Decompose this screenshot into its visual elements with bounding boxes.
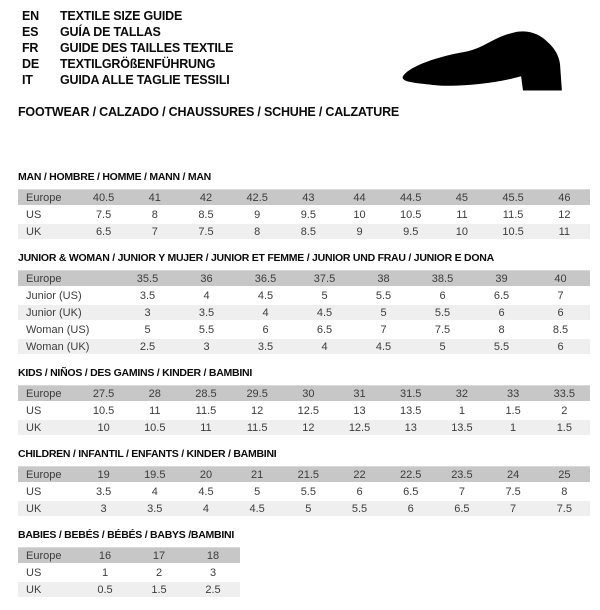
size-cell: 16 bbox=[78, 548, 132, 565]
row-label-cell: Woman (US) bbox=[18, 321, 118, 338]
size-cell: 4 bbox=[177, 287, 236, 304]
size-cell: 40 bbox=[531, 271, 590, 288]
row-label-cell: US bbox=[18, 402, 78, 419]
row-label-cell: Junior (US) bbox=[18, 287, 118, 304]
size-cell: 3 bbox=[177, 338, 236, 355]
size-cell: 11 bbox=[180, 419, 231, 436]
size-cell: 11.5 bbox=[488, 206, 539, 223]
size-cell: 39 bbox=[472, 271, 531, 288]
table-row bbox=[18, 500, 590, 517]
size-table-junior bbox=[18, 270, 590, 356]
table-row bbox=[18, 223, 590, 240]
section-title-man: MAN / HOMBRE / HOMME / MANN / MAN bbox=[18, 171, 211, 183]
section-babies bbox=[18, 529, 590, 599]
size-cell: 6.5 bbox=[436, 500, 487, 517]
size-cell: 7.5 bbox=[180, 223, 231, 240]
language-label: GUIDA ALLE TAGLIE TESSILI bbox=[60, 73, 230, 87]
size-cell: 44 bbox=[334, 190, 385, 207]
size-cell: 6 bbox=[385, 500, 436, 517]
size-cell: 36.5 bbox=[236, 271, 295, 288]
language-list bbox=[22, 8, 233, 88]
section-title-junior: JUNIOR & WOMAN / JUNIOR Y MUJER / JUNIOR ET FEMME / JUNIOR UND FRAU / JUNIOR E DONA bbox=[18, 252, 494, 264]
language-row bbox=[22, 24, 233, 40]
size-cell: 32 bbox=[436, 386, 487, 403]
size-cell: 3.5 bbox=[78, 483, 129, 500]
size-cell: 3 bbox=[186, 564, 240, 581]
size-cell: 33 bbox=[488, 386, 539, 403]
table-row bbox=[18, 287, 590, 304]
size-cell: 7.5 bbox=[78, 206, 129, 223]
size-cell: 1 bbox=[488, 419, 539, 436]
size-cell: 22.5 bbox=[385, 467, 436, 484]
size-tables bbox=[18, 171, 590, 610]
language-code: ES bbox=[22, 25, 39, 39]
language-code: EN bbox=[22, 9, 39, 23]
size-cell: 7 bbox=[129, 223, 180, 240]
size-cell: 4 bbox=[236, 304, 295, 321]
size-cell: 6 bbox=[413, 287, 472, 304]
size-cell: 8.5 bbox=[283, 223, 334, 240]
size-cell: 6.5 bbox=[295, 321, 354, 338]
size-cell: 6 bbox=[236, 321, 295, 338]
size-cell: 13 bbox=[334, 402, 385, 419]
size-cell: 12 bbox=[283, 419, 334, 436]
size-cell: 22 bbox=[334, 467, 385, 484]
table-row bbox=[18, 548, 240, 565]
size-table-man bbox=[18, 189, 590, 241]
size-cell: 6.5 bbox=[78, 223, 129, 240]
table-row bbox=[18, 419, 590, 436]
size-cell: 1.5 bbox=[539, 419, 590, 436]
size-cell: 1 bbox=[436, 402, 487, 419]
size-cell: 4.5 bbox=[236, 287, 295, 304]
size-cell: 5 bbox=[283, 500, 334, 517]
size-cell: 7 bbox=[354, 321, 413, 338]
size-cell: 18 bbox=[186, 548, 240, 565]
size-cell: 8.5 bbox=[180, 206, 231, 223]
size-cell: 36 bbox=[177, 271, 236, 288]
size-cell: 5.5 bbox=[334, 500, 385, 517]
size-cell: 11 bbox=[129, 402, 180, 419]
size-cell: 4 bbox=[129, 483, 180, 500]
size-cell: 37.5 bbox=[295, 271, 354, 288]
size-cell: 4.5 bbox=[295, 304, 354, 321]
size-cell: 25 bbox=[539, 467, 590, 484]
size-cell: 43 bbox=[283, 190, 334, 207]
size-cell: 9.5 bbox=[385, 223, 436, 240]
section-title-babies: BABIES / BEBÉS / BÉBÉS / BABYS /BAMBINI bbox=[18, 529, 235, 541]
size-cell: 3.5 bbox=[236, 338, 295, 355]
size-cell: 31.5 bbox=[385, 386, 436, 403]
row-label-cell: Europe bbox=[18, 386, 78, 403]
size-cell: 6 bbox=[334, 483, 385, 500]
size-cell: 13.5 bbox=[385, 402, 436, 419]
size-cell: 46 bbox=[539, 190, 590, 207]
size-cell: 0.5 bbox=[78, 581, 132, 598]
size-cell: 23.5 bbox=[436, 467, 487, 484]
shoe-silhouette-path bbox=[403, 31, 562, 90]
size-cell: 11 bbox=[436, 206, 487, 223]
size-cell: 3.5 bbox=[129, 500, 180, 517]
size-cell: 6.5 bbox=[472, 287, 531, 304]
row-label-cell: Europe bbox=[18, 467, 78, 484]
size-cell: 7.5 bbox=[539, 500, 590, 517]
section-man bbox=[18, 171, 590, 241]
size-cell: 3 bbox=[118, 304, 177, 321]
row-label-cell: UK bbox=[18, 223, 78, 240]
size-table-kids bbox=[18, 385, 590, 437]
size-cell: 31 bbox=[334, 386, 385, 403]
size-cell: 42.5 bbox=[232, 190, 283, 207]
table-row bbox=[18, 321, 590, 338]
size-cell: 38 bbox=[354, 271, 413, 288]
size-cell: 28 bbox=[129, 386, 180, 403]
table-row bbox=[18, 386, 590, 403]
size-cell: 41 bbox=[129, 190, 180, 207]
row-label-cell: Junior (UK) bbox=[18, 304, 118, 321]
size-cell: 4 bbox=[180, 500, 231, 517]
size-cell: 6 bbox=[531, 338, 590, 355]
size-cell: 12.5 bbox=[283, 402, 334, 419]
size-cell: 21.5 bbox=[283, 467, 334, 484]
size-cell: 5 bbox=[232, 483, 283, 500]
section-title-children: CHILDREN / INFANTIL / ENFANTS / KINDER / BAMBINI bbox=[18, 448, 277, 460]
size-cell: 5.5 bbox=[177, 321, 236, 338]
section-title-kids: KIDS / NIÑOS / DES GAMINS / KINDER / BAMBINI bbox=[18, 367, 253, 379]
size-cell: 17 bbox=[132, 548, 186, 565]
size-cell: 13.5 bbox=[436, 419, 487, 436]
size-cell: 4.5 bbox=[354, 338, 413, 355]
size-cell: 2.5 bbox=[186, 581, 240, 598]
language-row bbox=[22, 8, 233, 24]
size-cell: 12 bbox=[232, 402, 283, 419]
table-row bbox=[18, 581, 240, 598]
size-cell: 10 bbox=[78, 419, 129, 436]
size-cell: 5.5 bbox=[472, 338, 531, 355]
size-cell: 21 bbox=[232, 467, 283, 484]
table-row bbox=[18, 483, 590, 500]
language-row bbox=[22, 56, 233, 72]
size-cell: 1 bbox=[78, 564, 132, 581]
shoe-icon bbox=[394, 26, 578, 100]
table-row bbox=[18, 564, 240, 581]
row-label-cell: Woman (UK) bbox=[18, 338, 118, 355]
size-cell: 4 bbox=[295, 338, 354, 355]
size-cell: 30 bbox=[283, 386, 334, 403]
language-label: GUIDE DES TAILLES TEXTILE bbox=[60, 41, 234, 55]
size-cell: 9.5 bbox=[283, 206, 334, 223]
size-cell: 10.5 bbox=[488, 223, 539, 240]
size-cell: 5.5 bbox=[283, 483, 334, 500]
language-row bbox=[22, 40, 233, 56]
size-cell: 7 bbox=[531, 287, 590, 304]
size-cell: 7.5 bbox=[488, 483, 539, 500]
row-label-cell: UK bbox=[18, 500, 78, 517]
size-cell: 6 bbox=[531, 304, 590, 321]
size-cell: 11.5 bbox=[232, 419, 283, 436]
size-cell: 11.5 bbox=[180, 402, 231, 419]
language-label: TEXTILGRÖßENFÜHRUNG bbox=[60, 57, 216, 71]
size-cell: 13 bbox=[385, 419, 436, 436]
size-cell: 29.5 bbox=[232, 386, 283, 403]
size-cell: 2 bbox=[132, 564, 186, 581]
size-cell: 3 bbox=[78, 500, 129, 517]
footwear-heading: FOOTWEAR / CALZADO / CHAUSSURES / SCHUHE / CALZATURE bbox=[18, 105, 400, 119]
language-code: FR bbox=[22, 41, 39, 55]
language-label: TEXTILE SIZE GUIDE bbox=[60, 9, 183, 23]
size-table-babies bbox=[18, 547, 240, 599]
size-cell: 7.5 bbox=[413, 321, 472, 338]
size-cell: 2.5 bbox=[118, 338, 177, 355]
size-table-children bbox=[18, 466, 590, 518]
table-row bbox=[18, 304, 590, 321]
size-cell: 35.5 bbox=[118, 271, 177, 288]
language-code: IT bbox=[22, 73, 33, 87]
language-row bbox=[22, 72, 233, 88]
language-label: GUÍA DE TALLAS bbox=[60, 25, 161, 39]
size-cell: 10.5 bbox=[385, 206, 436, 223]
size-cell: 38.5 bbox=[413, 271, 472, 288]
size-cell: 1.5 bbox=[488, 402, 539, 419]
table-row bbox=[18, 190, 590, 207]
size-cell: 9 bbox=[232, 206, 283, 223]
row-label-cell: Europe bbox=[18, 271, 118, 288]
size-cell: 28.5 bbox=[180, 386, 231, 403]
size-cell: 12.5 bbox=[334, 419, 385, 436]
size-cell: 9 bbox=[334, 223, 385, 240]
table-row bbox=[18, 467, 590, 484]
size-cell: 27.5 bbox=[78, 386, 129, 403]
size-cell: 12 bbox=[539, 206, 590, 223]
language-code: DE bbox=[22, 57, 39, 71]
size-cell: 3.5 bbox=[177, 304, 236, 321]
size-cell: 5.5 bbox=[354, 287, 413, 304]
row-label-cell: UK bbox=[18, 419, 78, 436]
row-label-cell: Europe bbox=[18, 548, 78, 565]
size-cell: 42 bbox=[180, 190, 231, 207]
section-junior bbox=[18, 252, 590, 356]
size-cell: 11 bbox=[539, 223, 590, 240]
section-kids bbox=[18, 367, 590, 437]
size-cell: 10.5 bbox=[78, 402, 129, 419]
size-cell: 4.5 bbox=[180, 483, 231, 500]
row-label-cell: Europe bbox=[18, 190, 78, 207]
size-cell: 8 bbox=[539, 483, 590, 500]
table-row bbox=[18, 402, 590, 419]
size-cell: 44.5 bbox=[385, 190, 436, 207]
size-cell: 6.5 bbox=[385, 483, 436, 500]
row-label-cell: US bbox=[18, 564, 78, 581]
size-cell: 8.5 bbox=[531, 321, 590, 338]
size-cell: 10 bbox=[436, 223, 487, 240]
size-cell: 8 bbox=[129, 206, 180, 223]
size-cell: 5.5 bbox=[413, 304, 472, 321]
size-cell: 7 bbox=[488, 500, 539, 517]
size-cell: 3.5 bbox=[118, 287, 177, 304]
row-label-cell: UK bbox=[18, 581, 78, 598]
size-cell: 2 bbox=[539, 402, 590, 419]
size-cell: 8 bbox=[232, 223, 283, 240]
size-cell: 10.5 bbox=[129, 419, 180, 436]
size-cell: 4.5 bbox=[232, 500, 283, 517]
section-children bbox=[18, 448, 590, 518]
size-cell: 19 bbox=[78, 467, 129, 484]
size-cell: 33.5 bbox=[539, 386, 590, 403]
size-cell: 20 bbox=[180, 467, 231, 484]
size-cell: 19.5 bbox=[129, 467, 180, 484]
row-label-cell: US bbox=[18, 483, 78, 500]
size-cell: 1.5 bbox=[132, 581, 186, 598]
row-label-cell: US bbox=[18, 206, 78, 223]
size-cell: 7 bbox=[436, 483, 487, 500]
size-cell: 8 bbox=[472, 321, 531, 338]
size-cell: 5 bbox=[354, 304, 413, 321]
size-cell: 10 bbox=[334, 206, 385, 223]
size-cell: 45.5 bbox=[488, 190, 539, 207]
size-cell: 24 bbox=[488, 467, 539, 484]
size-cell: 5 bbox=[413, 338, 472, 355]
size-cell: 40.5 bbox=[78, 190, 129, 207]
table-row bbox=[18, 338, 590, 355]
size-cell: 5 bbox=[295, 287, 354, 304]
table-row bbox=[18, 271, 590, 288]
size-cell: 45 bbox=[436, 190, 487, 207]
size-cell: 5 bbox=[118, 321, 177, 338]
table-row bbox=[18, 206, 590, 223]
size-cell: 6 bbox=[472, 304, 531, 321]
